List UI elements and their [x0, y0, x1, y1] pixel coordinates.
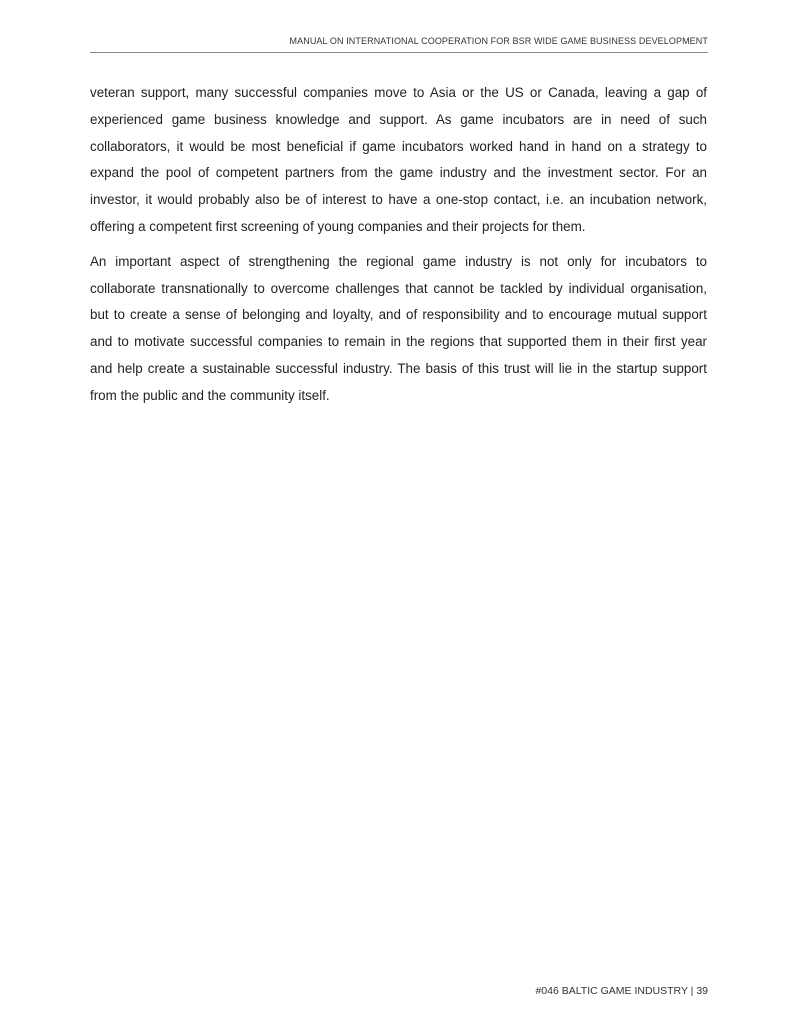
header-divider — [90, 52, 708, 53]
body-text — [90, 84, 707, 422]
text-line: An important aspect of strengthening the regional game industry is not only for incubators to — [90, 253, 707, 269]
text-line: collaborate transnationally to overcome challenges that cannot be tackled by individual organisation, — [90, 280, 707, 296]
text-line: and to motivate successful companies to remain in the regions that supported them in their first year — [90, 334, 707, 350]
text-line: investor, it would probably also be of interest to have a one-stop contact, i.e. an incubation network, — [90, 192, 707, 208]
paragraph — [90, 253, 707, 414]
page-footer: #046 BALTIC GAME INDUSTRY | 39 — [535, 985, 708, 997]
text-line: veteran support, many successful companies move to Asia or the US or Canada, leaving a gap of — [90, 85, 707, 100]
text-line: and help create a sustainable successful industry. The basis of this trust will lie in the startup support — [90, 360, 707, 376]
text-line: but to create a sense of belonging and loyalty, and of responsibility and to encourage mutual support — [90, 307, 707, 323]
text-line: collaborators, it would be most beneficial if game incubators worked hand in hand on a strategy to — [90, 138, 707, 154]
text-line: from the public and the community itself. — [90, 387, 330, 403]
paragraph — [90, 84, 707, 245]
text-line: expand the pool of competent partners from the game industry and the investment sector. For an — [90, 165, 707, 181]
running-header: MANUAL ON INTERNATIONAL COOPERATION FOR BSR WIDE GAME BUSINESS DEVELOPMENT — [289, 36, 708, 46]
text-line: offering a competent first screening of young companies and their projects for them. — [90, 218, 586, 234]
text-line: experienced game business knowledge and support. As game incubators are in need of such — [90, 111, 707, 127]
